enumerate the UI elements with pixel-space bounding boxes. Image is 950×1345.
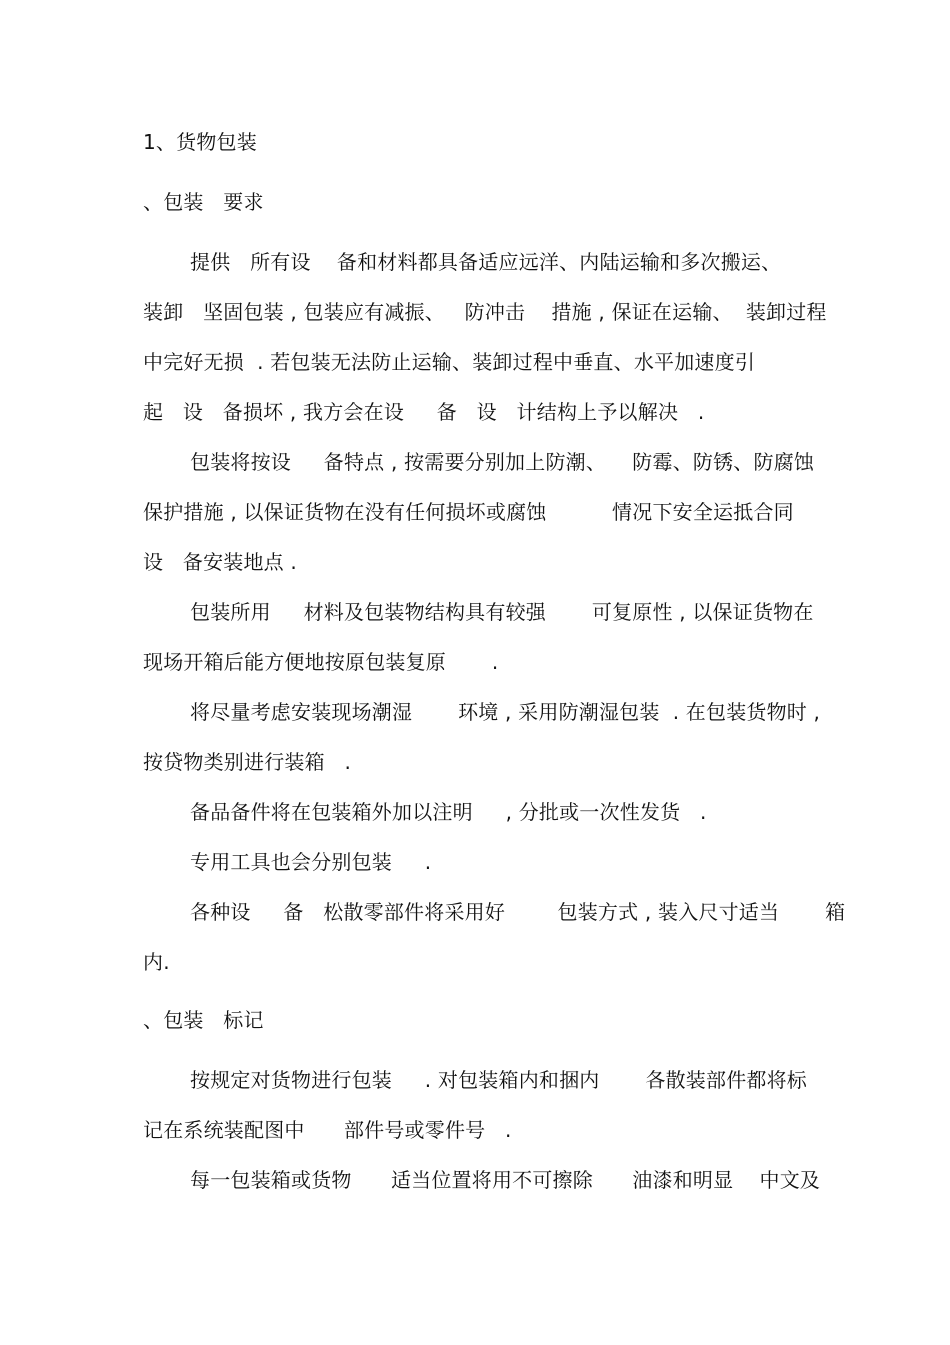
paragraph-line: 将尽量考虑安装现场潮湿 环境 , 采用防潮湿包装 . 在包装货物时 , [190,700,821,724]
paragraph-line: 起 设 备损坏 , 我方会在设 备 设 计结构上予以解决 . [143,400,705,424]
section-heading-cargo-packing: 1、货物包装 [143,130,257,154]
subsection-heading-packing-requirements: 、包装 要求 [143,190,264,214]
paragraph-line: 装卸 坚固包装 , 包装应有减振、 防冲击 措施 , 保证在运输、 装卸过程 [143,300,827,324]
paragraph-line: 每一包装箱或货物 适当位置将用不可擦除 油漆和明显 中文及 [190,1168,821,1192]
paragraph-line: 包装所用 材料及包装物结构具有较强 可复原性 , 以保证货物在 [190,600,814,624]
paragraph-line: 现场开箱后能方便地按原包装复原 . [143,650,499,674]
paragraph-line: 各种设 备 松散零部件将采用好 包装方式 , 装入尺寸适当 箱 [190,900,846,924]
subsection-heading-packing-marks: 、包装 标记 [143,1008,264,1032]
paragraph-line: 包装将按设 备特点 , 按需要分别加上防潮、 防霉、防锈、防腐蚀 [190,450,815,474]
paragraph-line: 设 备安装地点 . [143,550,297,574]
paragraph-line: 内. [143,950,170,974]
paragraph-line: 记在系统装配图中 部件号或零件号 . [143,1118,512,1142]
paragraph-line: 保护措施 , 以保证货物在没有任何损坏或腐蚀 情况下安全运抵合同 [143,500,794,524]
paragraph-line: 提供 所有设 备和材料都具备适应远洋、内陆运输和多次搬运、 [190,250,782,274]
paragraph-line: 按贷物类别进行装箱 . [143,750,352,774]
paragraph-line: 备品备件将在包装箱外加以注明 , 分批或一次性发货 . [190,800,707,824]
paragraph-line: 按规定对货物进行包装 . 对包装箱内和捆内 各散装部件都将标 [190,1068,808,1092]
paragraph-line: 中完好无损 . 若包装无法防止运输、装卸过程中垂直、水平加速度引 [143,350,756,374]
paragraph-line: 专用工具也会分别包装 . [190,850,432,874]
